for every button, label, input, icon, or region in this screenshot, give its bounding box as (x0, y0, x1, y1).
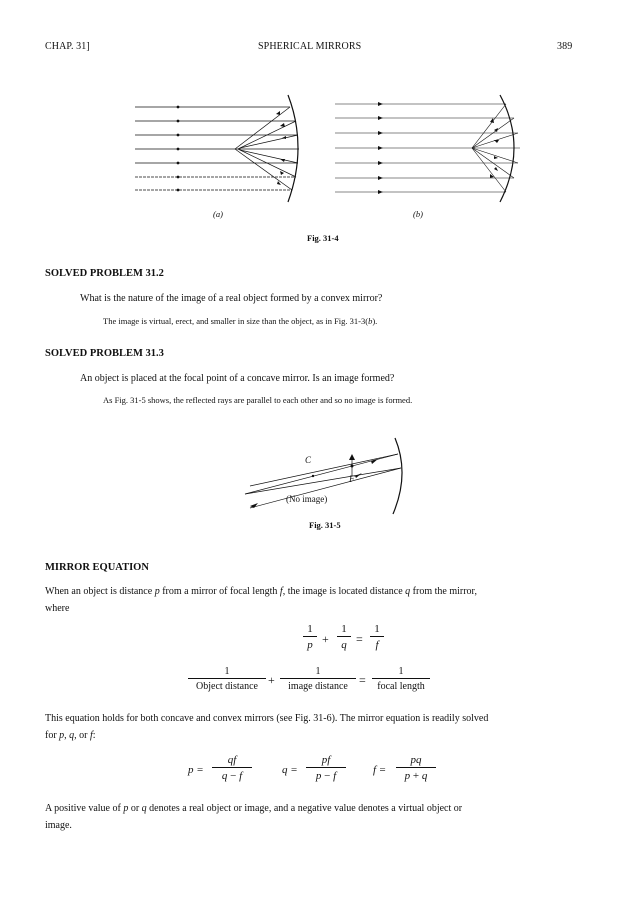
fraction-image-distance: 1 image distance (280, 666, 356, 692)
plus-sign: + (268, 673, 275, 687)
fig5-caption: Fig. 31-5 (309, 520, 341, 530)
fraction-1-over-p: 1 p (303, 623, 317, 651)
mirror-equation-heading: MIRROR EQUATION (45, 562, 149, 573)
f-equals: f = (373, 764, 387, 776)
problem-31-3-answer: As Fig. 31-5 shows, the reflected rays are parallel to each other and so no image is formed. (103, 395, 413, 405)
concave-mirror (288, 95, 298, 202)
fig5-center-label: C (305, 455, 312, 465)
running-chapter: CHAP. 31] (45, 41, 90, 52)
mirror-holds-paragraph: This equation holds for both concave and convex mirrors (see Fig. 31-6). The mirror equation is readily solved for p, q, or f: (45, 713, 489, 741)
figure-31-4b (330, 92, 530, 207)
fraction-focal-length: 1 focal length (372, 666, 430, 692)
fraction-f-solution: pq p + q (396, 754, 436, 782)
fraction-1-over-f: 1 f (370, 623, 384, 651)
fig5-focal-label: F (349, 474, 355, 484)
fraction-q-solution: pf p − f (306, 754, 346, 782)
concave-mirror (393, 438, 402, 514)
fig4b-label: (b) (413, 209, 423, 219)
running-title: SPHERICAL MIRRORS (258, 41, 362, 52)
problem-31-3-question: An object is placed at the focal point of a concave mirror. Is an image formed? (80, 373, 395, 384)
figure-31-5 (225, 436, 415, 516)
problem-31-2-answer: The image is virtual, erect, and smaller in size than the object, as in Fig. 31-3(b). (103, 316, 378, 326)
equals-sign: = (359, 673, 366, 687)
p-equals: p = (188, 764, 204, 776)
page-number: 389 (557, 41, 573, 52)
fig4a-label: (a) (213, 209, 223, 219)
problem-31-2-heading: SOLVED PROBLEM 31.2 (45, 268, 164, 279)
fraction-1-over-q: 1 q (337, 623, 351, 651)
plus-sign: + (322, 632, 329, 646)
figure-31-4a (130, 92, 310, 207)
problem-31-2-question: What is the nature of the image of a real object formed by a convex mirror? (80, 293, 383, 304)
concave-mirror (500, 95, 514, 202)
fraction-object-distance: 1 Object distance (188, 666, 266, 692)
mirror-intro-paragraph: When an object is distance p from a mirror of focal length f, the image is located distance q from the mirror, where (45, 586, 477, 614)
q-equals: q = (282, 764, 298, 776)
problem-31-3-heading: SOLVED PROBLEM 31.3 (45, 348, 164, 359)
fig5-no-image-label: (No image) (286, 494, 328, 504)
sign-convention-paragraph: A positive value of p or q denotes a real object or image, and a negative value denotes a virtual object or image. (45, 803, 463, 831)
equals-sign: = (356, 632, 363, 646)
fig4-caption: Fig. 31-4 (307, 233, 339, 243)
fraction-p-solution: qf q − f (212, 754, 252, 782)
